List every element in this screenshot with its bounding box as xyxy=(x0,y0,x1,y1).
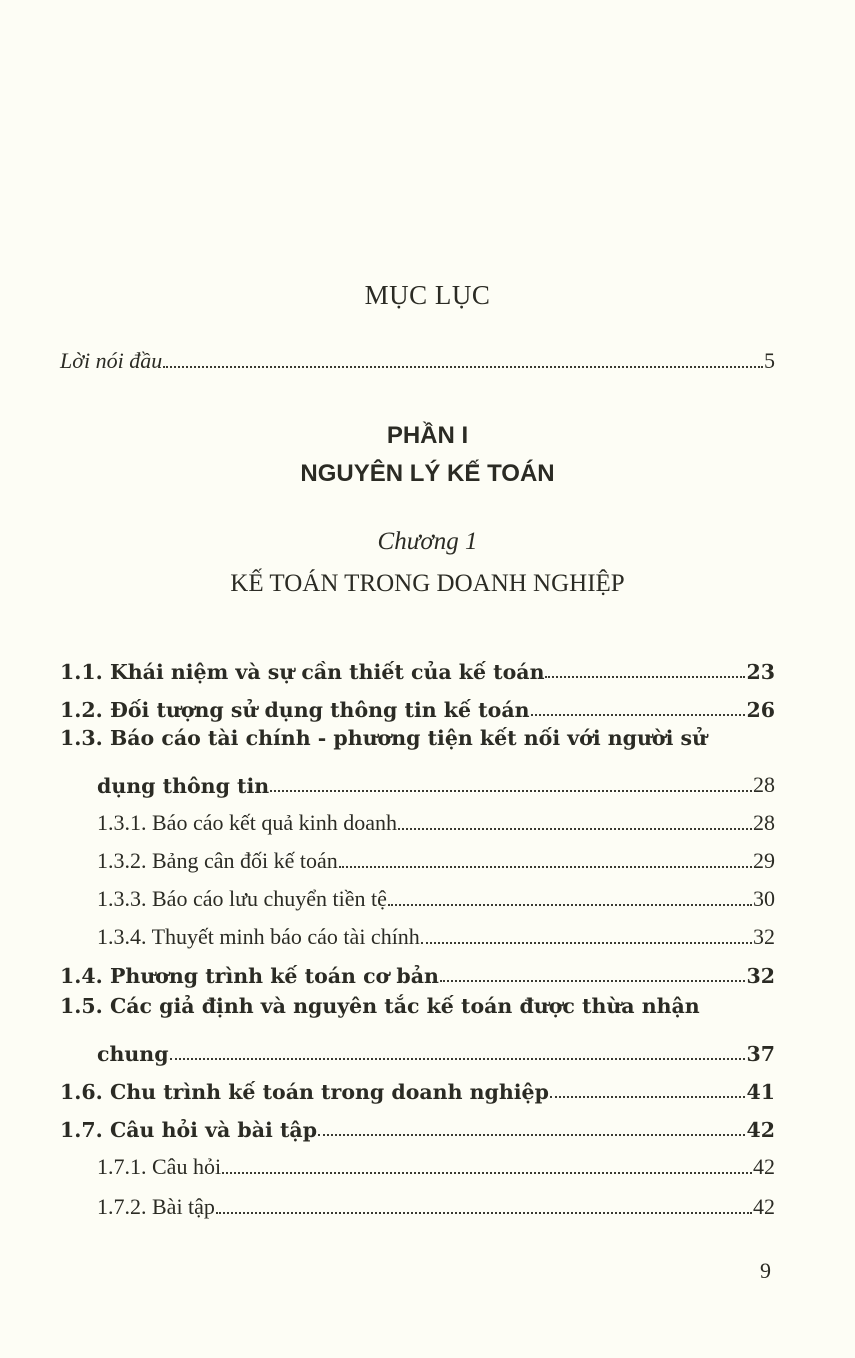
dot-leader xyxy=(339,866,752,868)
dot-leader xyxy=(216,1212,752,1214)
toc-entry-first-line[interactable]: 1.5. Các giả định và nguyên tắc kế toán được thừa nhận xyxy=(60,994,700,1018)
toc-entry[interactable] xyxy=(97,1032,775,1064)
toc-entry[interactable] xyxy=(60,1070,775,1102)
dot-leader xyxy=(545,676,745,678)
entry-label: 1.7. Câu hỏi và bài tập xyxy=(60,1117,318,1142)
toc-entry[interactable] xyxy=(97,764,775,796)
toc-subentry[interactable] xyxy=(97,840,775,872)
entry-page: 5 xyxy=(764,348,775,373)
toc-subentry[interactable] xyxy=(97,916,775,948)
toc-entry[interactable] xyxy=(60,650,775,682)
entry-label: 1.2. Đối tượng sử dụng thông tin kế toán xyxy=(60,697,530,722)
dot-leader xyxy=(388,904,752,906)
toc-entry[interactable] xyxy=(60,688,775,720)
dot-leader xyxy=(270,790,752,792)
entry-page: 23 xyxy=(746,659,775,684)
entry-label: 1.6. Chu trình kế toán trong doanh nghiệp xyxy=(60,1079,549,1104)
page-number: 9 xyxy=(760,1258,771,1283)
entry-label: 1.4. Phương trình kế toán cơ bản xyxy=(60,963,439,988)
entry-page: 32 xyxy=(753,924,775,949)
toc-entry-preface[interactable] xyxy=(60,340,775,372)
part-name: NGUYÊN LÝ KẾ TOÁN xyxy=(300,460,555,487)
toc-entry[interactable] xyxy=(60,1108,775,1140)
toc-title: MỤC LỤC xyxy=(364,280,491,310)
dot-leader xyxy=(170,1058,746,1060)
entry-page: 29 xyxy=(753,848,775,873)
entry-label: Lời nói đầu xyxy=(60,348,163,373)
entry-page: 41 xyxy=(746,1079,775,1104)
entry-label: 1.3.3. Báo cáo lưu chuyển tiền tệ xyxy=(97,886,387,911)
entry-page: 28 xyxy=(753,810,775,835)
dot-leader xyxy=(318,1134,745,1136)
entry-label: 1.3.2. Bảng cân đối kế toán xyxy=(97,848,338,873)
chapter-label: Chương 1 xyxy=(377,528,478,555)
toc-subentry[interactable] xyxy=(97,878,775,910)
entry-label: 1.1. Khái niệm và sự cần thiết của kế toán xyxy=(60,659,545,684)
entry-page: 37 xyxy=(746,1041,775,1066)
part-title: PHẦN I xyxy=(386,422,469,449)
toc-entry[interactable] xyxy=(60,954,775,986)
entry-page: 30 xyxy=(753,886,775,911)
dot-leader xyxy=(531,714,746,716)
dot-leader xyxy=(222,1172,752,1174)
entry-page: 26 xyxy=(746,697,775,722)
entry-page: 28 xyxy=(753,772,775,797)
entry-page: 42 xyxy=(753,1194,775,1219)
dot-leader xyxy=(398,828,752,830)
dot-leader xyxy=(550,1096,746,1098)
entry-label: 1.7.2. Bài tập xyxy=(97,1194,215,1219)
toc-subentry[interactable] xyxy=(97,1186,775,1218)
entry-page: 42 xyxy=(746,1117,775,1142)
dot-leader xyxy=(421,942,752,944)
chapter-name: KẾ TOÁN TRONG DOANH NGHIỆP xyxy=(230,570,625,597)
toc-subentry[interactable] xyxy=(97,802,775,834)
dot-leader xyxy=(163,366,763,368)
entry-label-continuation: chung xyxy=(97,1041,169,1066)
entry-label: 1.3.1. Báo cáo kết quả kinh doanh xyxy=(97,810,397,835)
entry-page: 32 xyxy=(746,963,775,988)
toc-subentry[interactable] xyxy=(97,1146,775,1178)
entry-page: 42 xyxy=(753,1154,775,1179)
entry-label: 1.3.4. Thuyết minh báo cáo tài chính xyxy=(97,924,420,949)
dot-leader xyxy=(440,980,746,982)
toc-entry-first-line[interactable]: 1.3. Báo cáo tài chính - phương tiện kết nối với người sử xyxy=(60,726,707,750)
entry-label-continuation: dụng thông tin xyxy=(97,773,270,798)
entry-label: 1.7.1. Câu hỏi xyxy=(97,1154,222,1179)
